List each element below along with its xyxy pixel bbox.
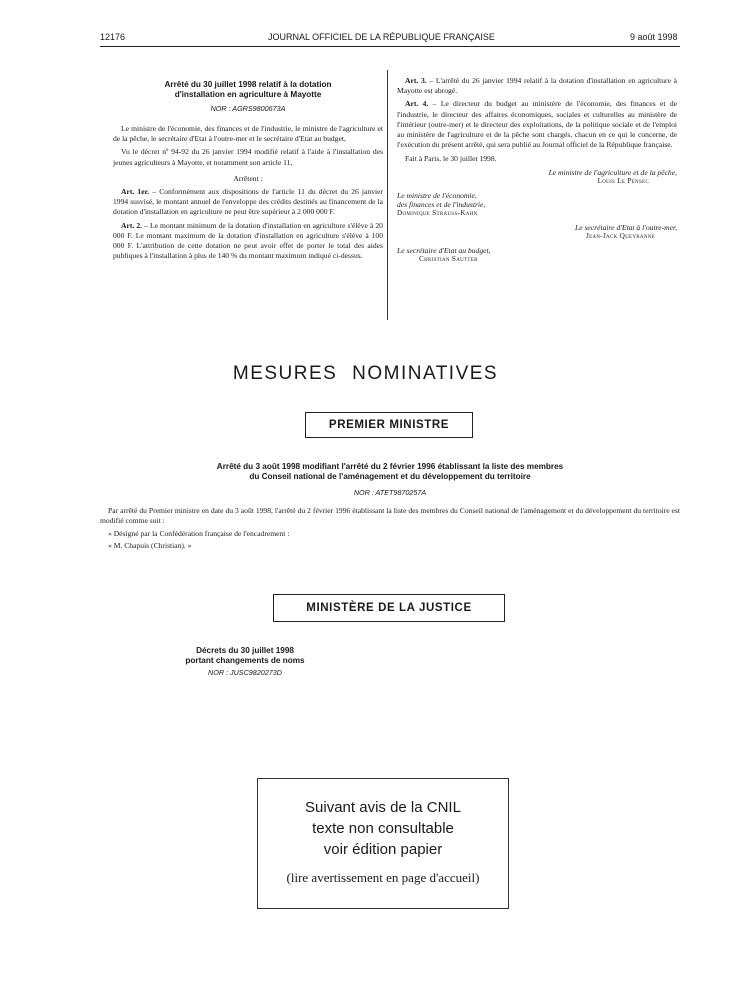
cnil-line-2: texte non consultable (312, 820, 454, 837)
issue-date: 9 août 1998 (630, 32, 678, 42)
right-column (397, 76, 677, 263)
article-1-text: – Conformément aux dispositions de l'article 11 du décret du 26 janvier 1994 susvisé, le montant annuel de l'enveloppe des crédits destinés au financement de la dotation d'installation en agriculture ne peut être supérieur à 2 000 000 F. (113, 187, 383, 217)
article-4-text: – Le directeur du budget au ministère de l'économie, des finances et de l'industrie, le directeur des affaires économiques, sociales et culturelles au ministère de l'intérieur (outre-mer) et le directeur des exploitations, de la politique sociale et de l'emploi au ministère de l'agriculture et de la pêche sont chargés, chacun en ce qui le concerne, de l'exécution du présent arrêté, qui sera publié au Journal officiel de la République française. (397, 99, 677, 150)
signature-agriculture-name: Louis Le Pensec (597, 176, 649, 185)
nor-reference: NOR : AGRS9800673A (210, 104, 286, 113)
cnadt-member: « M. Chapuis (Christian). » (108, 540, 192, 550)
article-2-label: Art. 2. (121, 220, 143, 230)
signature-agriculture-title: Le ministre de l'agriculture et de la pêche, (548, 167, 677, 177)
article-2-text: – Le montant minimum de la dotation d'installation en agriculture s'élève à 20 000 F. Le montant maximum de la dotation d'installation en agriculture s'élève à 100 000 F. L'attribution de cette dotation ne peut avoir effet de porter le total des aides publiques à l'installation à plus de 140 % du montant maximum indiqué ci-dessus. (113, 220, 383, 261)
signature-budget-name: Christian Sautter (419, 254, 478, 263)
decrets-title-1: Décrets du 30 juillet 1998 (196, 646, 294, 655)
signature-agriculture (397, 168, 677, 185)
justice-section (150, 646, 340, 677)
article-3 (397, 76, 677, 96)
article-4 (397, 99, 677, 150)
column-divider (387, 70, 388, 320)
cnadt-paragraph: Par arrêté du Premier ministre en date du 3 août 1998, l'arrêté du 2 février 1996 établissant la liste des membres du Conseil national de l'aménagement et du développement du territoire est modifié comme suit : (100, 506, 680, 526)
arrete-cnadt-title-2: du Conseil national de l'aménagement et du développement du territoire (249, 472, 531, 481)
article-1-label: Art. 1er. (121, 187, 150, 197)
left-column (113, 80, 383, 264)
article-3-label: Art. 3. (405, 76, 427, 85)
preamble-paragraph: Le ministre de l'économie, des finances et de l'industrie, le ministre de l'agriculture et de la pêche, le secrétaire d'Etat à l'outre-mer et le secrétaire d'Etat au budget, (113, 124, 383, 144)
ministere-justice-box: MINISTÈRE DE LA JUSTICE (273, 594, 505, 622)
page-number: 12176 (100, 32, 126, 42)
decrets-title-2: portant changements de noms (185, 656, 305, 665)
vu-paragraph: Vu le décret nº 94-92 du 26 janvier 1994 modifié relatif à l'aide à l'installation des jeunes agriculteurs à Mayotte, et notamment son article 11, (113, 147, 383, 167)
section-heading: MESURES NOMINATIVES (232, 363, 499, 384)
cnadt-designation: « Désigné par la Confédération française de l'encadrement : (108, 529, 290, 539)
nor-reference: NOR : ATET9870257A (353, 488, 427, 497)
arretent-label: Arrêtent : (233, 173, 263, 183)
cnil-line-3: voir édition papier (323, 841, 443, 858)
premier-ministre-section (100, 462, 680, 554)
fait-a-paris: Fait à Paris, le 30 juillet 1998. (405, 154, 497, 164)
signature-economie (397, 191, 677, 217)
signature-outre-mer (397, 223, 677, 240)
signature-budget-title: Le secrétaire d'Etat au budget, (397, 245, 491, 255)
article-2 (113, 221, 383, 262)
premier-ministre-box: PREMIER MINISTRE (305, 412, 473, 438)
signature-outre-mer-title: Le secrétaire d'Etat à l'outre-mer, (574, 222, 677, 232)
cnil-line-4: (lire avertissement en page d'accueil) (286, 870, 480, 885)
signature-economie-name: Dominique Strauss-Kahn (397, 208, 478, 217)
journal-title: JOURNAL OFFICIEL DE LA RÉPUBLIQUE FRANÇAISE (268, 32, 495, 42)
nor-reference: NOR : JUSC9820273D (208, 668, 282, 677)
signature-economie-title-1: Le ministre de l'économie, (397, 190, 477, 200)
cnil-line-1: Suivant avis de la CNIL (305, 799, 461, 816)
signature-economie-title-2: des finances et de l'industrie, (397, 199, 486, 209)
arrete-mayotte-title-2: d'installation en agriculture à Mayotte (174, 90, 322, 99)
signature-budget (397, 246, 677, 263)
header-rule (100, 46, 680, 47)
article-3-text: – L'arrêté du 26 janvier 1994 relatif à la dotation d'installation en agriculture à Mayotte est abrogé. (397, 76, 677, 96)
arrete-mayotte-title-1: Arrêté du 30 juillet 1998 relatif à la dotation (164, 80, 332, 89)
cnil-notice-box (257, 778, 509, 909)
article-4-label: Art. 4. (405, 99, 429, 109)
article-1 (113, 187, 383, 218)
signature-outre-mer-name: Jean-Jack Queyranne (585, 231, 655, 240)
arrete-cnadt-title-1: Arrêté du 3 août 1998 modifiant l'arrêté du 2 février 1996 établissant la liste des membres (216, 462, 564, 471)
